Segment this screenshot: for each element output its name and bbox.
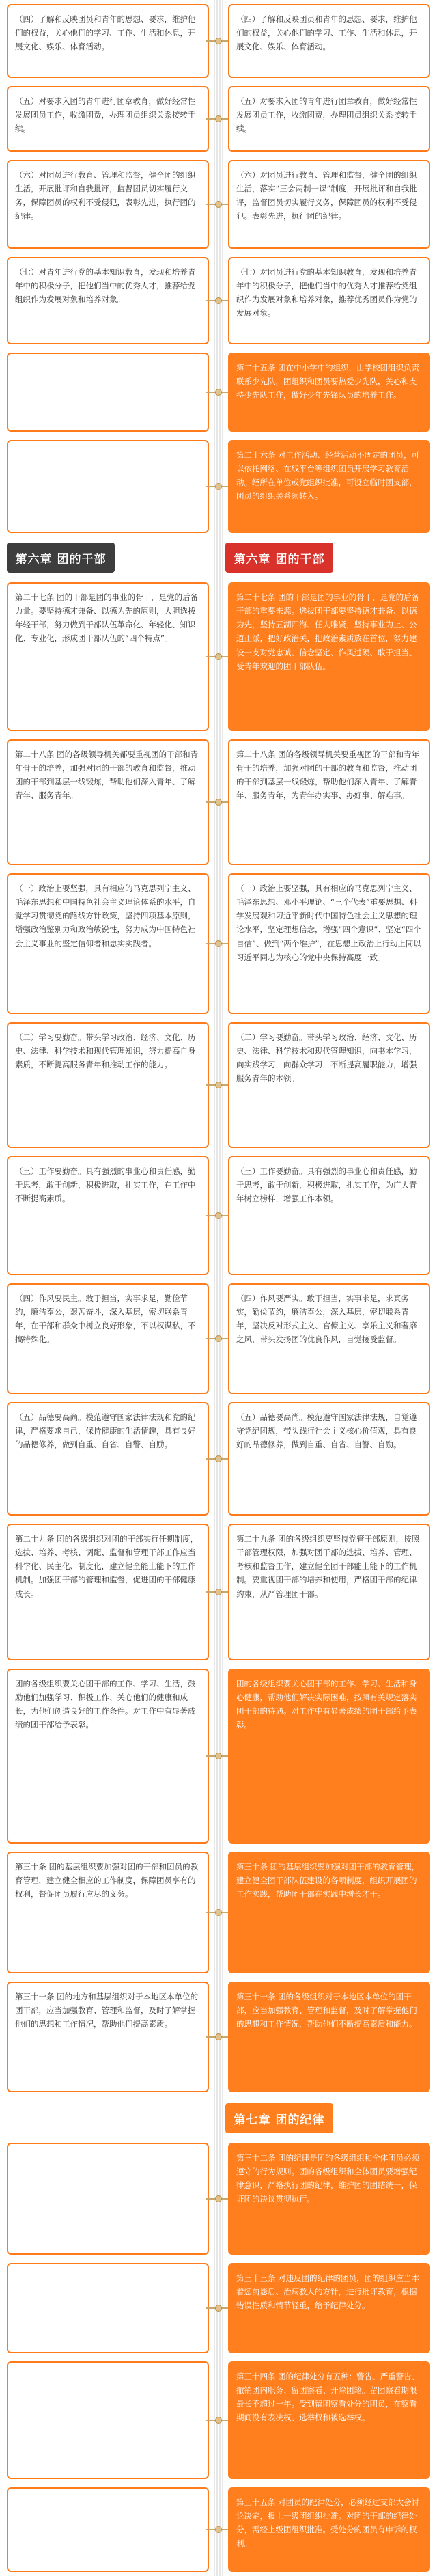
clause-row <box>0 253 437 348</box>
clause-card-left <box>7 739 209 865</box>
clause-card-left <box>7 582 209 731</box>
clause-text: （五）对要求入团的青年进行团章教育，做好经常性发展团员工作，收缴团费，办理团员组织关系接转手续。 <box>236 96 417 134</box>
junction-icon <box>206 2193 231 2204</box>
junction-icon <box>206 1210 231 1221</box>
junction-icon <box>206 938 231 949</box>
clause-text: （四）了解和反映团员和青年的思想、要求，维护他们的权益，关心他们的学习、工作、生活和休息，开展文化、娱乐、体育活动。 <box>236 14 417 52</box>
clause-card-left <box>7 1283 209 1394</box>
clause-card-right <box>228 1283 430 1394</box>
chapter-heading-left: 第六章 团的干部 <box>7 543 115 573</box>
clause-card-left <box>7 1156 209 1275</box>
clause-text: （六）对团员进行教育、管理和监督，健全团的组织生活，落实“三会两制一课”制度，开展批评和自我批评，监督团员切实履行义务，保障团员的权利不受侵犯。表彰先进，执行团的纪律。 <box>236 170 417 221</box>
clause-card-right <box>228 1402 430 1516</box>
clause-row <box>0 1848 437 1977</box>
clause-card-left <box>7 160 209 249</box>
clause-card-right <box>228 873 430 1014</box>
clause-text: 第三十三条 对违反团的纪律的团员，团的组织应当本着惩前毖后、治病救人的方针，进行批评教育，根据错误性质和情节轻重，给予纪律处分。 <box>236 2273 420 2311</box>
clause-card-right <box>228 160 430 249</box>
clause-card-right <box>228 1156 430 1275</box>
clause-text: （二）学习要勤奋。带头学习政治、经济、文化、历史、法律、科学技术和现代管理知识，向书本学习，向实践学习，向群众学习，不断提高履职能力，增强服务青年的本领。 <box>236 1032 417 1084</box>
junction-icon <box>206 1453 231 1464</box>
clause-row <box>0 1664 437 1848</box>
clause-row <box>0 735 437 869</box>
junction-icon <box>206 295 231 306</box>
empty-card-left <box>7 2487 209 2572</box>
clause-card-left <box>7 4 209 78</box>
clause-row <box>0 1152 437 1279</box>
empty-card-left <box>7 2361 209 2479</box>
clause-card-right <box>228 1982 430 2092</box>
empty-card-left <box>7 2263 209 2353</box>
junction-icon <box>206 1751 231 1762</box>
clause-text: 第三十条 团的基层组织要加强对团干部的教育管理，建立健全团干部队伍建设的各项制度，组织开展团的工作实践，帮助团干部在实践中增长才干。 <box>236 1862 420 1900</box>
clause-row <box>0 578 437 735</box>
clause-text: 第二十七条 团的干部是团的事业的骨干，是党的后备力量。要坚持德才兼备、以德为先的原则，大胆选拔年轻干部，努力做到干部队伍革命化、年轻化、知识化、专业化，形成团干部队伍的“四个特点”。 <box>15 592 199 644</box>
clause-text: （一）政治上要坚强，具有相应的马克思列宁主义、毛泽东思想、邓小平理论、“三个代表”重要思想、科学发展观和习近平新时代中国特色社会主义思想的理论水平，坚定理想信念，增强“四个意识”、坚定“四个自信”、做到“两个维护”，在思想上政治上行动上同以习近平同志为核心的党中央保持高度一致。 <box>236 883 421 962</box>
clause-row <box>0 1018 437 1152</box>
clause-card-left <box>7 1524 209 1660</box>
junction-icon <box>206 797 231 808</box>
clause-card-right <box>228 1524 430 1660</box>
clause-row <box>0 2483 437 2576</box>
clause-text: （四）作风要严实。敢于担当，实事求是，求真务实，勤俭节约，廉洁奉公，深入基层，密切联系青年，坚决反对形式主义、官僚主义、享乐主义和奢靡之风，带头发扬团的优良作风，自觉接受监督。 <box>236 1293 417 1345</box>
clause-card-right <box>228 1022 430 1148</box>
clause-row <box>0 2139 437 2259</box>
empty-card-left <box>7 353 209 432</box>
clause-row <box>0 1977 437 2096</box>
junction-icon <box>206 199 231 210</box>
junction-icon <box>206 1080 231 1091</box>
clause-card-left <box>7 257 209 344</box>
clause-text: （五）对要求入团的青年进行团章教育，做好经常性发展团员工作，收缴团费，办理团员组织关系接转手续。 <box>15 96 196 134</box>
clause-row <box>0 2357 437 2483</box>
clause-row <box>0 82 437 156</box>
junction-icon <box>206 113 231 124</box>
junction-icon <box>206 36 231 46</box>
clause-text: 第三十条 团的基层组织要加强对团的干部和团员的教育管理，建立健全相应的工作制度，保障团员享有的权利，督促团员履行应尽的义务。 <box>15 1862 199 1900</box>
junction-icon <box>206 2303 231 2314</box>
clause-text: 第三十二条 团的纪律是团的各级组织和全体团员必须遵守的行为规则。团的各级组织和全体团员要增强纪律意识，严格执行团的纪律，维护团的团结统一，保证团的决议贯彻执行。 <box>236 2153 420 2204</box>
clause-text: 第二十八条 团的各级领导机关都要重视团的干部和青年骨干的培养，加强对团的干部的教育和监督，推动团的干部到基层一线锻炼，帮助他们深入青年、了解青年、服务青年。 <box>15 750 199 801</box>
clause-card-left <box>7 873 209 1014</box>
clause-card-right <box>228 1852 430 1973</box>
junction-icon <box>206 1907 231 1918</box>
clause-card-left <box>7 86 209 152</box>
clause-card-right <box>228 2487 430 2572</box>
clause-card-right <box>228 1669 430 1844</box>
junction-icon <box>206 2524 231 2535</box>
clause-text: 第二十九条 团的各级组织要坚持党管干部原则，按照干部管理权限，加强对团干部的选拔、培养、管理、考核和监督工作，建立健全团干部能上能下的工作机制。要重视团干部的培养和使用，严格团干部的纪律约束，从严管理团干部。 <box>236 1534 420 1599</box>
junction-icon <box>206 1587 231 1598</box>
clause-text: 第二十八条 团的各级领导机关要重视团的干部和青年骨干的培养，加强对团的干部的教育和监督，推动团的干部到基层一线锻炼，帮助他们深入青年、了解青年、服务青年，为青年办实事、办好事、解难事。 <box>236 750 420 801</box>
empty-card-left <box>7 440 209 533</box>
junction-icon <box>206 1333 231 1344</box>
junction-icon <box>206 651 231 662</box>
clause-card-right <box>228 739 430 865</box>
clause-text: （三）工作要勤奋。具有强烈的事业心和责任感，勤于思考，敢于创新，积极进取，扎实工作，为广大青年树立榜样，增强工作本领。 <box>236 1166 417 1204</box>
clause-row <box>0 1520 437 1664</box>
clause-text: 第二十九条 团的各级组织对团的干部实行任期制度，选拔、培养、考核、调配、监督和管理干部工作应当科学化、民主化、制度化，建立健全能上能下的工作机制。加强团干部的管理和监督，促进团的干部健康成长。 <box>15 1534 199 1599</box>
clause-row <box>0 869 437 1018</box>
clause-card-right <box>228 4 430 78</box>
junction-icon <box>206 2031 231 2042</box>
clause-card-right <box>228 353 430 432</box>
clause-text: （五）品德要高尚。模范遵守国家法律法规和党的纪律，严格要求自己，保持健康的生活情趣，具有良好的品德修养，做到自重、自省、自警、自励。 <box>15 1412 196 1450</box>
clause-card-right <box>228 582 430 731</box>
clause-text: 第二十五条 团在中小学中的组织，由学校团组织负责联系少先队，团组织和团员要热爱少先队，关心和支持少先队工作，做好少年先锋队员的培养工作。 <box>236 363 420 400</box>
clause-text: 团的各级组织要关心团干部的工作、学习、生活，鼓励他们加强学习、积极工作、关心他们的健康和成长，为他们创造良好的工作条件。对工作中有显著成绩的团干部给予表彰。 <box>15 1679 196 1730</box>
chapter-heading-right: 第六章 团的干部 <box>225 543 333 573</box>
clause-text: （二）学习要勤奋。带头学习政治、经济、文化、历史、法律、科学技术和现代管理知识，努力提高自身素质，不断提高服务青年和推动工作的能力。 <box>15 1032 196 1070</box>
clause-card-left <box>7 1982 209 2092</box>
clause-card-right <box>228 86 430 152</box>
junction-icon <box>206 481 231 492</box>
clause-card-right <box>228 257 430 344</box>
chapter-heading-right: 第七章 团的纪律 <box>225 2103 333 2133</box>
clause-row <box>0 2259 437 2357</box>
clause-text: （四）了解和反映团员和青年的思想、要求，维护他们的权益，关心他们的学习、工作、生活和休息，开展文化、娱乐、体育活动。 <box>15 14 196 52</box>
clause-row <box>0 436 437 537</box>
chapter-header-row <box>0 537 437 578</box>
clause-text: 第三十一条 团的地方和基层组织对于本地区本单位的团干部，应当加强教育、管理和监督，及时了解掌握他们的思想和工作情况，帮助他们提高素质。 <box>15 1992 199 2029</box>
clause-card-right <box>228 2263 430 2353</box>
clause-row <box>0 348 437 436</box>
junction-icon <box>206 387 231 398</box>
clause-text: （五）品德要高尚。模范遵守国家法律法规，自觉遵守党纪团规，带头践行社会主义核心价值观，具有良好的品德修养，做到自重、自省、自警、自励。 <box>236 1412 417 1450</box>
clause-text: 团的各级组织要关心团干部的工作、学习、生活和身心健康，帮助他们解决实际困难，按照有关规定落实团干部的待遇。对工作中有显著成绩的团干部给予表彰。 <box>236 1679 417 1730</box>
clause-text: （七）对青年进行党的基本知识教育，发现和培养青年中的积极分子，把他们当中的优秀人才，推荐给党组织作为发展对象和培养对象。 <box>15 267 196 305</box>
clause-text: （七）对团员进行党的基本知识教育，发现和培养青年中的积极分子，把他们当中的优秀人才推荐给党组织作为发展对象和培养对象，推荐优秀团员作为党的发展对象。 <box>236 267 417 318</box>
clause-card-left <box>7 1402 209 1516</box>
clause-text: 第三十四条 团的纪律处分有五种：警告、严重警告、撤销团内职务、留团察看、开除团籍。留团察看期限最长不超过一年。受到留团察看处分的团员，在察看期间没有表决权、选举权和被选举权。 <box>236 2372 420 2423</box>
clause-text: 第二十六条 对工作活动、经营活动不固定的团员，可以依托网络、在线平台等组织团员开展学习教育活动。经所在单位或党组织批准，可设立临时团支部，团员的组织关系须转入。 <box>236 450 420 502</box>
clause-card-right <box>228 440 430 533</box>
empty-card-left <box>7 2143 209 2255</box>
chapter-header-row <box>0 2096 437 2139</box>
clause-row <box>0 1398 437 1520</box>
clause-card-left <box>7 1852 209 1973</box>
clause-text: （四）作风要民主。敢于担当，实事求是，勤俭节约，廉洁奉公，艰苦奋斗，深入基层，密切联系青年，在干部和群众中树立良好形象，不以权谋私，不搞特殊化。 <box>15 1293 196 1345</box>
clause-text: 第二十七条 团的干部是团的事业的骨干，是党的后备干部的重要来源。选拔团干部要坚持德才兼备、以德为先，坚持五湖四海、任人唯贤，坚持事业为上、公道正派，把好政治关，把政治素质放在首位，努力建设一支对党忠诚、信念坚定、作风过硬、敢于担当、受青年欢迎的团干部队伍。 <box>236 592 420 671</box>
clause-row <box>0 156 437 253</box>
clause-card-left <box>7 1022 209 1148</box>
clause-card-right <box>228 2361 430 2479</box>
clause-text: 第三十一条 团的各级组织对于本地区本单位的团干部，应当加强教育、管理和监督，及时了解掌握他们的思想和工作情况，帮助他们不断提高素质和能力。 <box>236 1992 417 2029</box>
clause-row <box>0 0 437 82</box>
clause-text: （六）对团员进行教育、管理和监督，健全团的组织生活，开展批评和自我批评，监督团员切实履行义务，保障团员的权利不受侵犯，表彰先进，执行团的纪律。 <box>15 170 196 221</box>
clause-row <box>0 1279 437 1398</box>
clause-card-left <box>7 1669 209 1844</box>
clause-text: 第三十五条 对团员的纪律处分，必须经过支部大会讨论决定，报上一级团组织批准。对团的干部的纪律处分，需经上级团组织批准。受处分的团员有申诉的权利。 <box>236 2497 420 2549</box>
junction-icon <box>206 2415 231 2426</box>
clause-text: （一）政治上要坚强，具有相应的马克思列宁主义、毛泽东思想和中国特色社会主义理论体系的水平，自觉学习贯彻党的路线方针政策，坚持四项基本原则，增强政治鉴别力和政治敏锐性，努力成为中国特色社会主义事业的坚定信仰者和忠实实践者。 <box>15 883 196 948</box>
clause-card-right <box>228 2143 430 2255</box>
clause-text: （三）工作要勤奋。具有强烈的事业心和责任感，勤于思考，敢于创新，积极进取，扎实工作，在工作中不断提高素质。 <box>15 1166 196 1204</box>
